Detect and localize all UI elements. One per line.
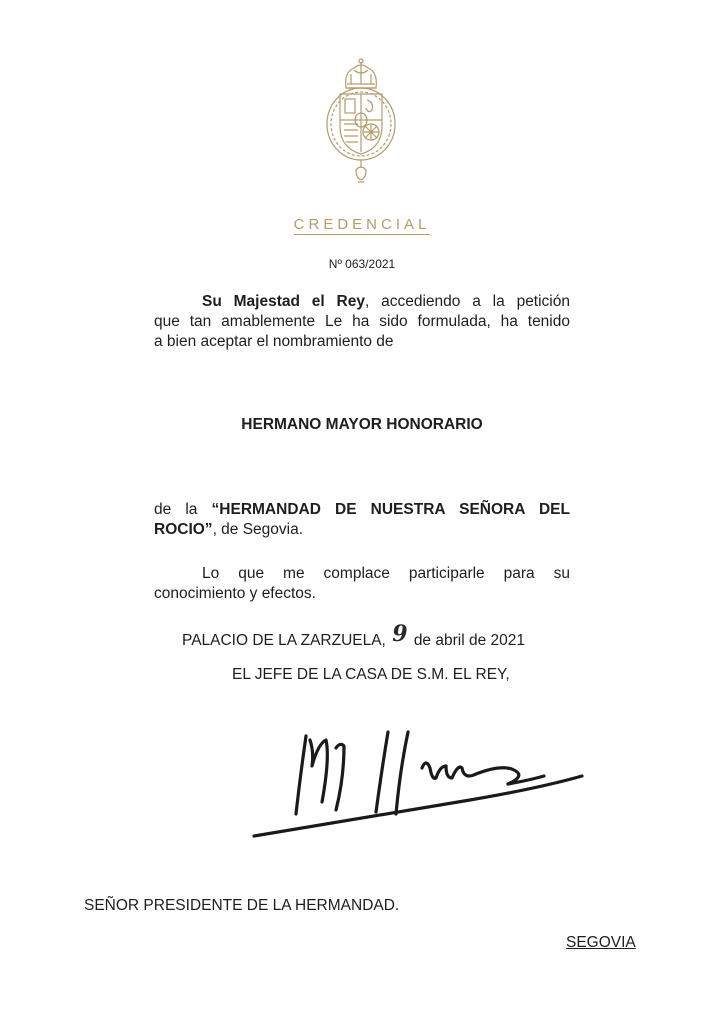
credential-number: Nº 063/2021 bbox=[328, 257, 396, 271]
addressee-city: SEGOVIA bbox=[566, 934, 636, 951]
handwritten-day: 9 bbox=[392, 621, 408, 647]
closing-line-2: conocimiento y efectos. bbox=[154, 585, 316, 602]
date-rest: de abril de 2021 bbox=[413, 632, 525, 649]
closing-paragraph bbox=[154, 564, 570, 604]
brotherhood-name-1: “HERMANDAD DE NUESTRA SEÑORA DEL bbox=[211, 501, 570, 518]
intro-line-3: a bien aceptar el nombramiento de bbox=[154, 333, 394, 350]
intro-subject: Su Majestad el Rey bbox=[202, 293, 365, 310]
addressee: SEÑOR PRESIDENTE DE LA HERMANDAD. bbox=[84, 897, 400, 914]
appointment-title: HERMANO MAYOR HONORARIO bbox=[241, 416, 483, 433]
brotherhood-name-2: ROCIO” bbox=[154, 521, 213, 538]
handwritten-signature bbox=[240, 718, 600, 848]
intro-line-2: que tan amablemente Le ha sido formulada, ha tenido bbox=[154, 313, 570, 330]
brotherhood-line-1: de la “HERMANDAD DE NUESTRA SEÑORA DEL bbox=[154, 501, 570, 518]
place-and-date bbox=[182, 621, 525, 651]
document-heading: CREDENCIAL bbox=[293, 216, 431, 233]
brotherhood-line-2: ROCIO”, de Segovia. bbox=[154, 521, 304, 538]
brotherhood-paragraph bbox=[154, 500, 570, 540]
intro-line-1: Su Majestad el Rey, accediendo a la petición bbox=[202, 293, 570, 310]
intro-paragraph bbox=[154, 292, 570, 352]
closing-line-1: Lo que me complace participarle para su bbox=[202, 565, 570, 582]
signer-title: EL JEFE DE LA CASA DE S.M. EL REY, bbox=[232, 666, 510, 683]
place: PALACIO DE LA ZARZUELA, bbox=[182, 632, 386, 649]
royal-coat-of-arms-icon bbox=[316, 58, 406, 186]
